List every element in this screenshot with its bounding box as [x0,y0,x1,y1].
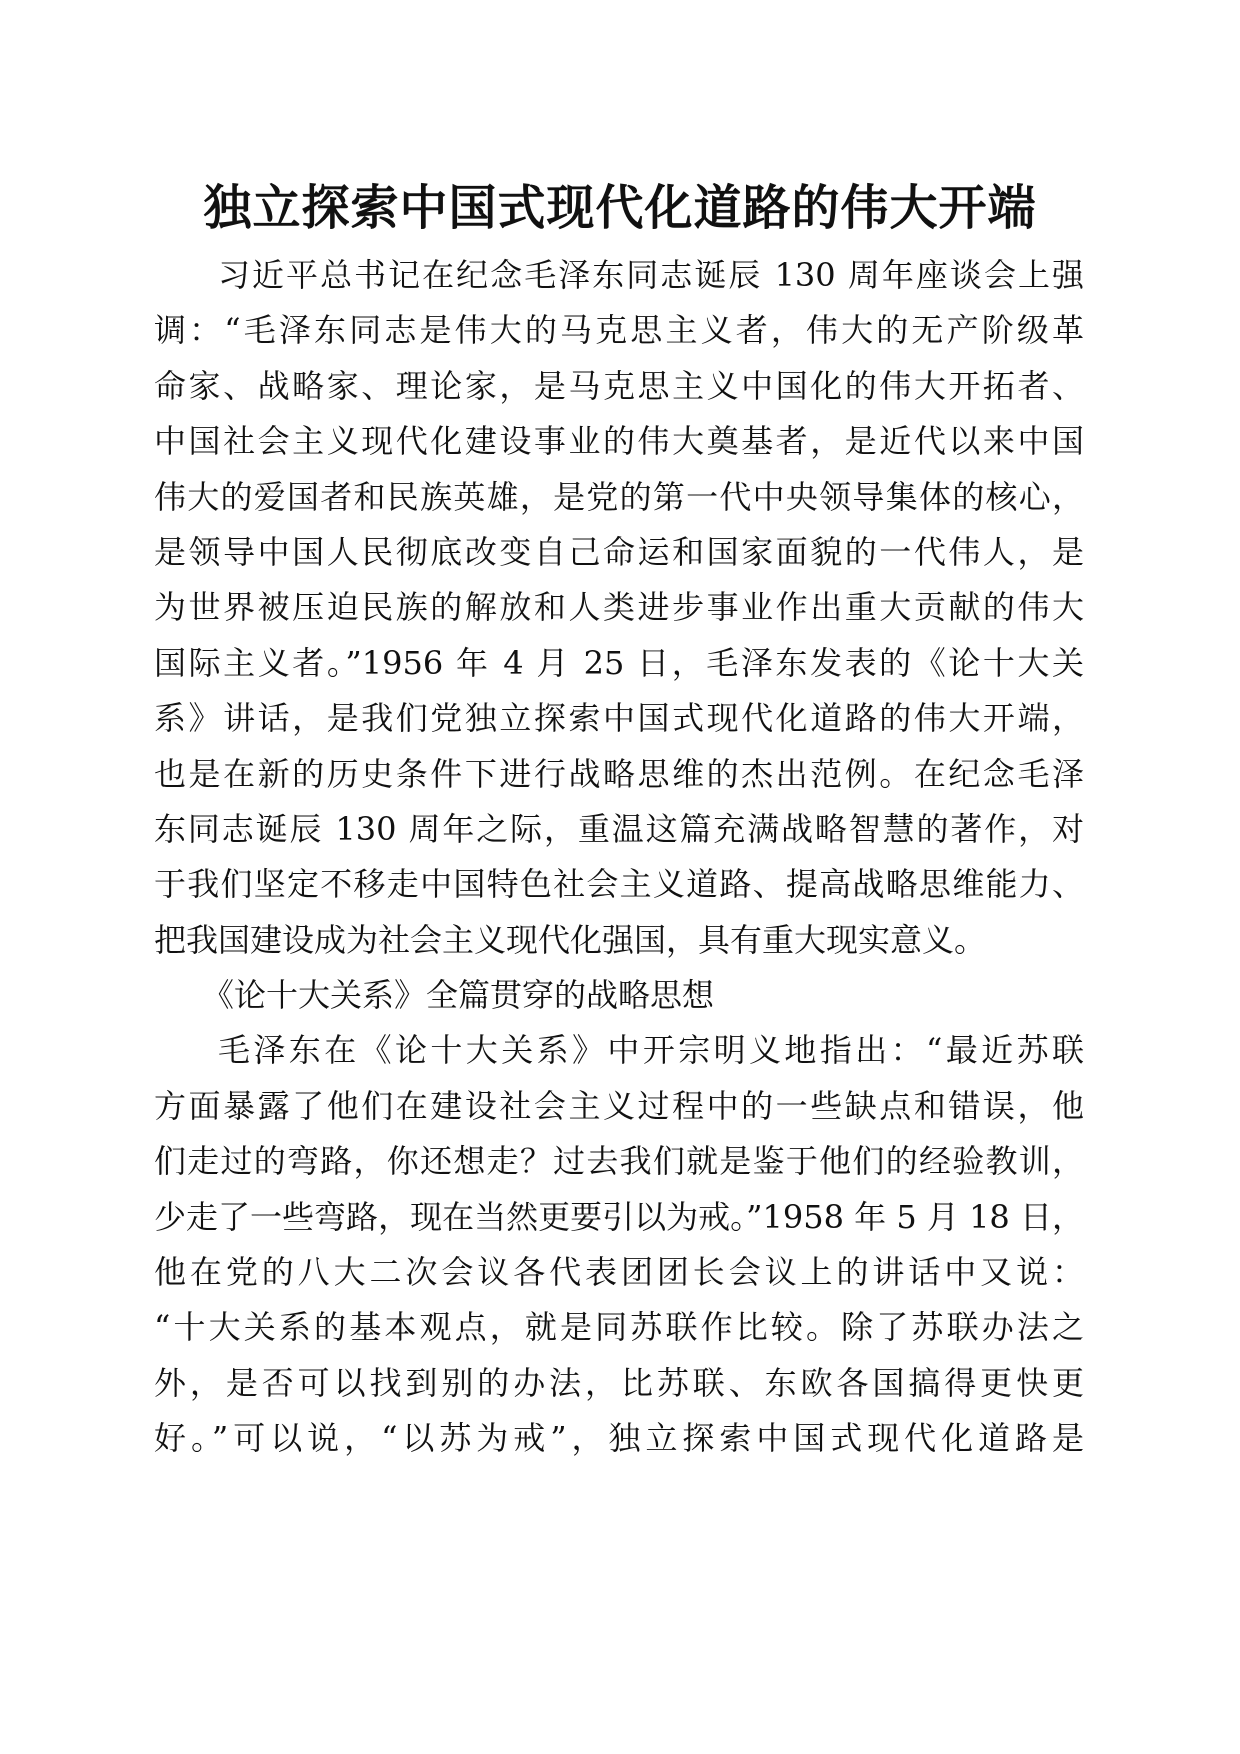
paragraph-line: 毛泽东在《论十大关系》中开宗明义地指出：“最近苏联 [218,1031,1084,1070]
paragraph-line: 他在党的八大二次会议各代表团团长会议上的讲话中又说： [154,1253,1084,1292]
paragraph-line: 命家、战略家、理论家，是马克思主义中国化的伟大开拓者、 [154,366,1084,405]
paragraph-line: 系》讲话，是我们党独立探索中国式现代化道路的伟大开端， [154,699,1084,738]
document-title: 独立探索中国式现代化道路的伟大开端 [203,180,1037,236]
paragraph-line: 是领导中国人民彻底改变自己命运和国家面貌的一代伟人，是 [154,532,1084,571]
paragraph-line: 好。”可以说，“以苏为戒”，独立探索中国式现代化道路是 [154,1419,1084,1458]
paragraph-line: 少走了一些弯路，现在当然更要引以为戒。”1958 年 5 月 18 日， [154,1197,1084,1236]
section-heading: 《论十大关系》全篇贯穿的战略思想 [202,976,715,1015]
paragraph-line: 外，是否可以找到别的办法，比苏联、东欧各国搞得更快更 [154,1363,1084,1402]
paragraph-line: 中国社会主义现代化建设事业的伟大奠基者，是近代以来中国 [154,422,1084,461]
paragraph-line: 伟大的爱国者和民族英雄，是党的第一代中央领导集体的核心， [154,477,1084,516]
paragraph-line: 于我们坚定不移走中国特色社会主义道路、提高战略思维能力、 [154,865,1084,904]
paragraph-line: 国际主义者。”1956 年 4 月 25 日，毛泽东发表的《论十大关 [154,643,1084,682]
paragraph-line: 东同志诞辰 130 周年之际，重温这篇充满战略智慧的著作，对 [154,809,1084,848]
paragraph-line: 把我国建设成为社会主义现代化强国，具有重大现实意义。 [154,920,987,959]
paragraph-line: 习近平总书记在纪念毛泽东同志诞辰 130 周年座谈会上强 [218,256,1084,294]
paragraph-line: 方面暴露了他们在建设社会主义过程中的一些缺点和错误，他 [154,1086,1084,1125]
paragraph-line: 调：“毛泽东同志是伟大的马克思主义者，伟大的无产阶级革 [154,311,1084,350]
paragraph-line: 也是在新的历史条件下进行战略思维的杰出范例。在纪念毛泽 [154,754,1084,793]
paragraph-line: 们走过的弯路，你还想走？过去我们就是鉴于他们的经验教训， [154,1142,1084,1181]
paragraph-line: 为世界被压迫民族的解放和人类进步事业作出重大贡献的伟大 [154,588,1084,627]
paragraph-line: “十大关系的基本观点，就是同苏联作比较。除了苏联办法之 [154,1308,1084,1347]
document-body [154,248,1084,1467]
